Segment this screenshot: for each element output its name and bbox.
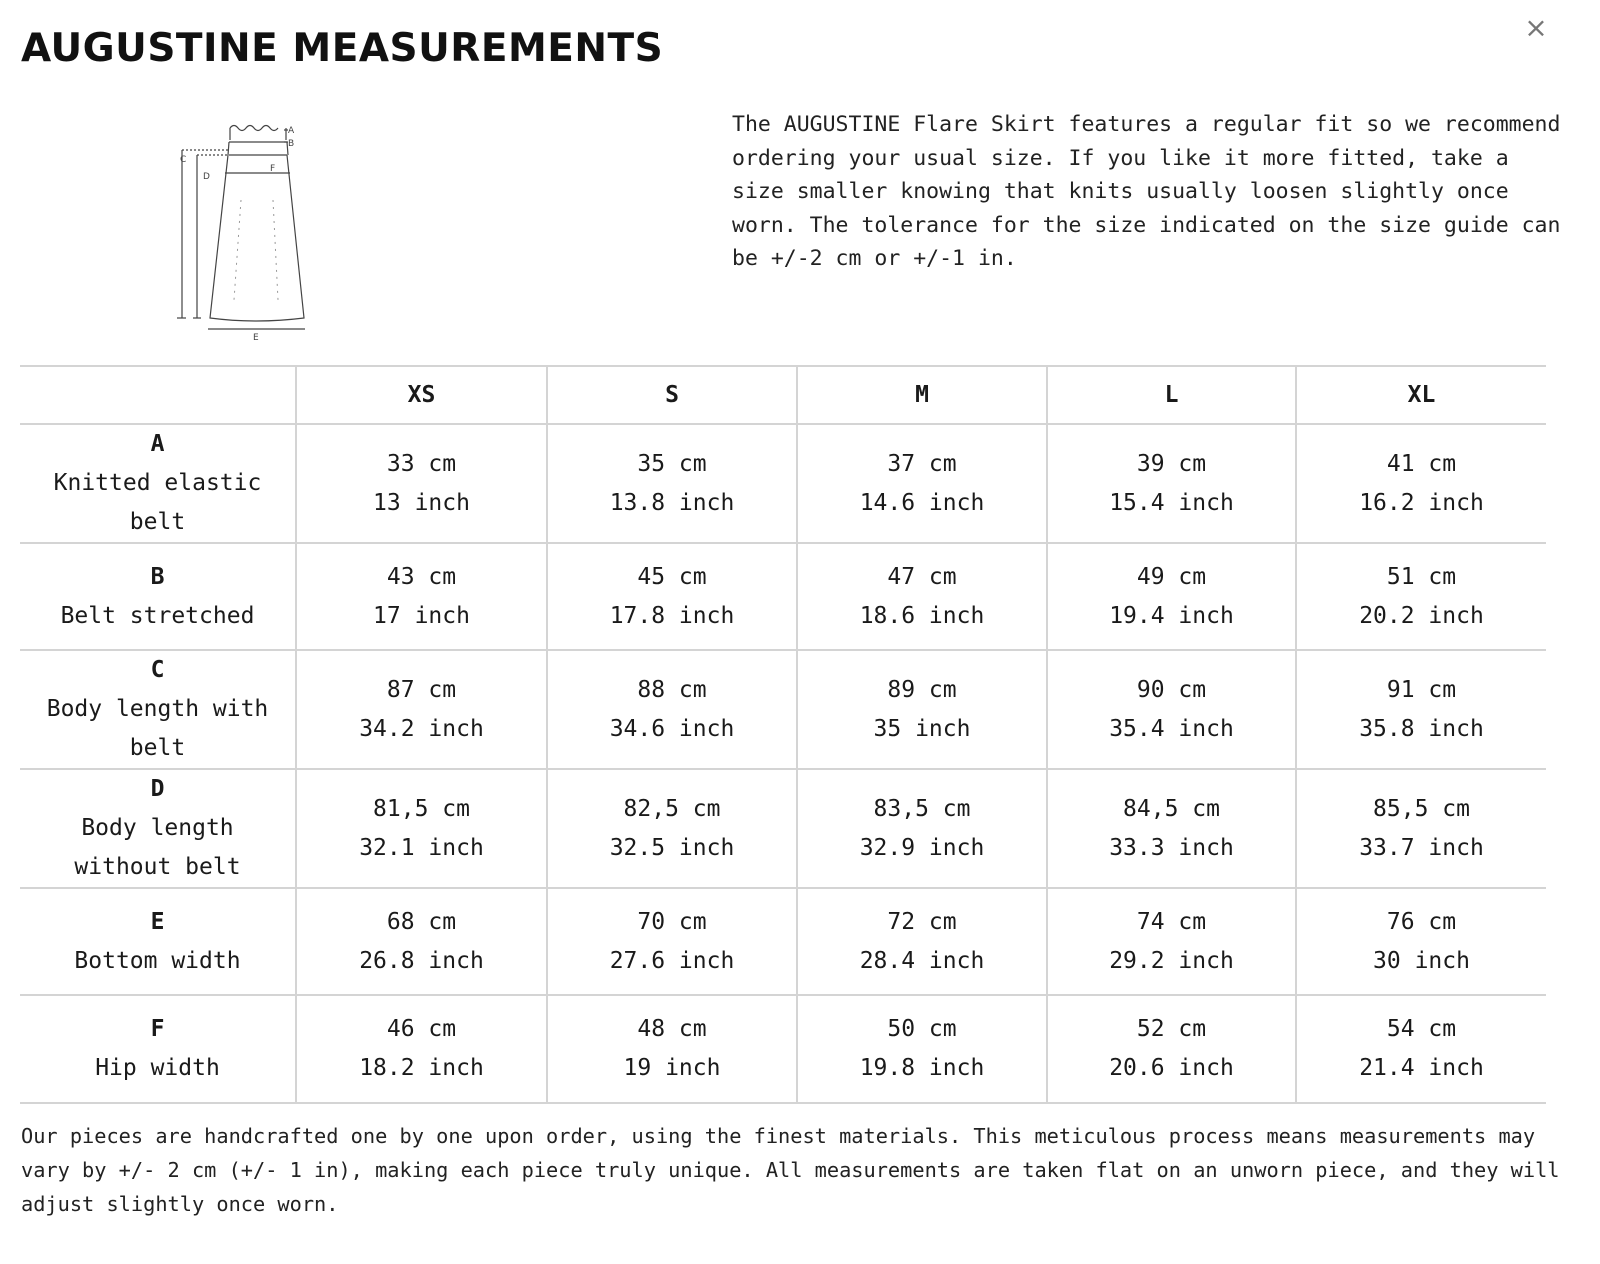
measurement-name: Body length with belt (46, 696, 269, 761)
measurement-label-cell (20, 769, 296, 888)
value-inch: 34.6 inch (609, 715, 735, 742)
measurement-value-cell (1296, 769, 1546, 888)
measurement-name: Bottom width (74, 947, 241, 974)
measurement-value-cell (1047, 888, 1296, 995)
value-inch: 17 inch (373, 602, 470, 629)
value-inch: 30 inch (1373, 947, 1470, 974)
size-header-xs: XS (296, 366, 547, 424)
value-inch: 18.6 inch (859, 602, 985, 629)
measurement-value-cell (797, 424, 1047, 543)
value-inch: 32.9 inch (859, 834, 985, 861)
measurement-value-cell (1047, 995, 1296, 1103)
diagram-label-b: B (288, 139, 295, 149)
value-inch: 28.4 inch (859, 947, 985, 974)
value-inch: 33.3 inch (1109, 834, 1234, 861)
value-cm: 81,5 cm (373, 795, 470, 822)
measurement-value-cell (1296, 543, 1546, 650)
size-header-s: S (547, 366, 797, 424)
close-icon: × (1524, 10, 1548, 44)
value-cm: 91 cm (1386, 676, 1457, 703)
value-inch: 35.8 inch (1359, 715, 1484, 742)
measurement-value-cell (797, 769, 1047, 888)
size-table (20, 365, 1546, 1104)
value-inch: 32.5 inch (609, 834, 735, 861)
measurement-value-cell (296, 888, 547, 995)
value-inch: 26.8 inch (359, 947, 484, 974)
measurement-value-cell (797, 543, 1047, 650)
value-inch: 21.4 inch (1359, 1055, 1484, 1081)
value-inch: 13.8 inch (609, 489, 735, 516)
size-header-m: M (797, 366, 1047, 424)
diagram-label-a: A (288, 126, 295, 136)
measurement-value-cell (1296, 650, 1546, 769)
measurement-value-cell (1047, 650, 1296, 769)
value-cm: 43 cm (386, 563, 457, 590)
value-cm: 37 cm (887, 450, 957, 477)
value-inch: 35.4 inch (1109, 715, 1234, 742)
measurement-value-cell (296, 995, 547, 1103)
measurement-code: A (150, 431, 165, 457)
value-cm: 83,5 cm (873, 795, 971, 822)
value-cm: 89 cm (887, 676, 957, 703)
value-inch: 19 inch (623, 1055, 721, 1081)
page-title: AUGUSTINE MEASUREMENTS (21, 26, 664, 71)
diagram-label-f: F (270, 164, 276, 174)
value-cm: 51 cm (1386, 563, 1457, 590)
measurement-value-cell (547, 650, 797, 769)
value-cm: 90 cm (1136, 676, 1207, 703)
measurement-value-cell (547, 995, 797, 1103)
size-header-xl: XL (1296, 366, 1546, 424)
value-cm: 52 cm (1136, 1016, 1207, 1042)
measurement-name: Hip width (95, 1055, 220, 1081)
measurement-label-cell (20, 424, 296, 543)
value-cm: 84,5 cm (1123, 795, 1220, 822)
table-corner-cell (20, 366, 296, 424)
value-cm: 88 cm (637, 676, 707, 703)
measurement-value-cell (296, 650, 547, 769)
measurement-value-cell (1047, 543, 1296, 650)
value-inch: 32.1 inch (359, 834, 484, 861)
measurement-value-cell (296, 769, 547, 888)
measurement-code: F (150, 1016, 165, 1042)
measurement-value-cell (296, 543, 547, 650)
measurement-value-cell (547, 543, 797, 650)
value-cm: 68 cm (386, 908, 457, 935)
value-cm: 45 cm (637, 563, 707, 590)
skirt-diagram (170, 118, 320, 348)
measurement-name: Body length without belt (74, 815, 241, 880)
measurement-name: Knitted elastic belt (53, 470, 262, 535)
measurement-value-cell (1047, 424, 1296, 543)
value-inch: 20.6 inch (1109, 1055, 1234, 1081)
measurement-value-cell (797, 650, 1047, 769)
measurement-name: Belt stretched (60, 602, 255, 629)
value-inch: 17.8 inch (609, 602, 735, 629)
diagram-label-e: E (253, 333, 259, 343)
size-header-l: L (1047, 366, 1296, 424)
value-cm: 70 cm (637, 908, 707, 935)
value-cm: 33 cm (386, 450, 457, 477)
measurement-code: B (150, 563, 165, 590)
measurement-code: C (150, 657, 165, 683)
value-cm: 82,5 cm (623, 795, 721, 822)
table-header-row (20, 366, 1546, 424)
measurement-value-cell (1296, 888, 1546, 995)
value-inch: 29.2 inch (1109, 947, 1234, 974)
measurement-value-cell (547, 769, 797, 888)
value-cm: 39 cm (1136, 450, 1207, 477)
table-row (20, 888, 1546, 995)
diagram-label-c: C (180, 155, 187, 165)
table-row (20, 543, 1546, 650)
value-cm: 72 cm (887, 908, 957, 935)
measurement-label-cell (20, 543, 296, 650)
value-cm: 76 cm (1386, 908, 1457, 935)
measurement-code: E (150, 908, 165, 935)
value-inch: 16.2 inch (1359, 489, 1484, 516)
value-inch: 18.2 inch (359, 1055, 484, 1081)
value-cm: 54 cm (1386, 1016, 1457, 1042)
table-row (20, 424, 1546, 543)
measurement-value-cell (1047, 769, 1296, 888)
table-row (20, 769, 1546, 888)
value-inch: 33.7 inch (1359, 834, 1484, 861)
value-inch: 14.6 inch (859, 489, 985, 516)
value-cm: 74 cm (1136, 908, 1207, 935)
value-cm: 85,5 cm (1373, 795, 1470, 822)
footer-note: Our pieces are handcrafted one by one upon order, using the finest materials. This meticulous process means measurements may vary by +/- 2 cm (+/- 1 in), making each piece truly unique. All measurements are taken flat on an unworn piece, and they will adjust slightly once worn. (21, 1124, 1560, 1216)
measurement-code: D (150, 776, 165, 802)
value-cm: 48 cm (637, 1016, 707, 1042)
value-cm: 50 cm (887, 1016, 957, 1042)
measurement-value-cell (296, 424, 547, 543)
table-body (20, 424, 1546, 1103)
measurement-label-cell (20, 888, 296, 995)
table-row (20, 995, 1546, 1103)
value-cm: 46 cm (386, 1016, 457, 1042)
measurement-value-cell (1296, 995, 1546, 1103)
measurement-value-cell (797, 995, 1047, 1103)
value-cm: 49 cm (1136, 563, 1207, 590)
value-inch: 19.8 inch (859, 1055, 985, 1081)
measurement-label-cell (20, 995, 296, 1103)
value-inch: 27.6 inch (609, 947, 735, 974)
value-cm: 35 cm (637, 450, 707, 477)
value-inch: 34.2 inch (359, 715, 484, 742)
value-cm: 41 cm (1386, 450, 1457, 477)
table-row (20, 650, 1546, 769)
value-inch: 13 inch (373, 489, 470, 516)
close-button[interactable] (1519, 10, 1553, 44)
measurement-value-cell (547, 424, 797, 543)
measurement-value-cell (797, 888, 1047, 995)
value-inch: 20.2 inch (1359, 602, 1484, 629)
measurement-label-cell (20, 650, 296, 769)
value-inch: 19.4 inch (1109, 602, 1234, 629)
value-cm: 47 cm (887, 563, 957, 590)
diagram-label-d: D (203, 172, 210, 182)
measurement-value-cell (547, 888, 797, 995)
value-inch: 15.4 inch (1109, 489, 1234, 516)
measurement-value-cell (1296, 424, 1546, 543)
value-inch: 35 inch (873, 715, 971, 742)
value-cm: 87 cm (386, 676, 457, 703)
intro-text: The AUGUSTINE Flare Skirt features a regular fit so we recommend ordering your usual size. If you like it more fitted, take a size smaller knowing that knits usually loosen slightly once worn. The tolerance for the size indicated on the size guide can be +/-2 cm or +/-1 in. (732, 112, 1561, 271)
